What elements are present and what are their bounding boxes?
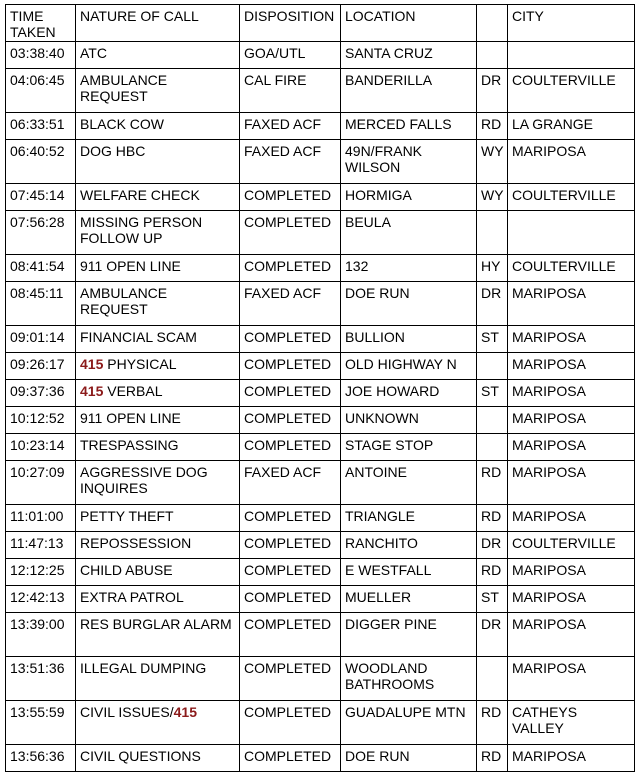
table-row xyxy=(6,586,635,613)
cell-time: 07:45:14 xyxy=(6,184,76,211)
cell-city: LA GRANGE xyxy=(508,113,635,140)
cell-time: 13:56:36 xyxy=(6,745,76,772)
cell-nature xyxy=(76,657,240,701)
table-row xyxy=(6,353,635,380)
cell-city: MARIPOSA xyxy=(508,140,635,184)
header-disposition: DISPOSITION xyxy=(240,5,341,42)
cell-nature xyxy=(76,113,240,140)
nature-text: BLACK COW xyxy=(80,116,165,132)
cell-location: 49N/FRANK WILSON xyxy=(341,140,477,184)
cell-location: BULLION xyxy=(341,326,477,353)
cell-location: SANTA CRUZ xyxy=(341,42,477,69)
table-row xyxy=(6,42,635,69)
cell-disposition: COMPLETED xyxy=(240,657,341,701)
table-row xyxy=(6,113,635,140)
cell-city: MARIPOSA xyxy=(508,282,635,326)
table-row xyxy=(6,140,635,184)
cell-suffix: RD xyxy=(477,559,508,586)
cell-location: RANCHITO xyxy=(341,532,477,559)
cell-nature xyxy=(76,434,240,461)
cell-nature xyxy=(76,532,240,559)
table-row xyxy=(6,184,635,211)
nature-text: AMBULANCE REQUEST xyxy=(80,285,168,317)
cell-nature xyxy=(76,282,240,326)
cell-nature xyxy=(76,140,240,184)
cell-time: 09:26:17 xyxy=(6,353,76,380)
cell-city: COULTERVILLE xyxy=(508,532,635,559)
cell-city: CATHEYS VALLEY xyxy=(508,701,635,745)
cell-disposition: COMPLETED xyxy=(240,434,341,461)
cell-nature xyxy=(76,745,240,772)
cell-time: 10:27:09 xyxy=(6,461,76,505)
header-suffix xyxy=(477,5,508,42)
cell-disposition: FAXED ACF xyxy=(240,113,341,140)
cell-city: MARIPOSA xyxy=(508,353,635,380)
cell-disposition: COMPLETED xyxy=(240,532,341,559)
cell-disposition: COMPLETED xyxy=(240,613,341,657)
table-row xyxy=(6,69,635,113)
nature-text: 911 OPEN LINE xyxy=(80,258,181,274)
cell-city xyxy=(508,42,635,69)
cell-nature xyxy=(76,69,240,113)
cell-time: 11:47:13 xyxy=(6,532,76,559)
nature-text: ATC xyxy=(80,45,107,61)
cell-time: 13:39:00 xyxy=(6,613,76,657)
cell-nature xyxy=(76,353,240,380)
cell-location: TRIANGLE xyxy=(341,505,477,532)
cell-time: 12:12:25 xyxy=(6,559,76,586)
cell-suffix: RD xyxy=(477,505,508,532)
table-row xyxy=(6,657,635,701)
table-row xyxy=(6,613,635,657)
nature-code: 415 xyxy=(80,383,104,399)
cell-nature xyxy=(76,461,240,505)
nature-text: RES BURGLAR ALARM xyxy=(80,616,232,632)
cell-time: 06:33:51 xyxy=(6,113,76,140)
cell-location: WOODLAND BATHROOMS xyxy=(341,657,477,701)
cell-location: JOE HOWARD xyxy=(341,380,477,407)
cell-disposition: COMPLETED xyxy=(240,255,341,282)
cell-nature xyxy=(76,211,240,255)
cell-disposition: COMPLETED xyxy=(240,586,341,613)
table-row xyxy=(6,701,635,745)
table-row xyxy=(6,255,635,282)
cell-suffix: RD xyxy=(477,745,508,772)
cell-location: UNKNOWN xyxy=(341,407,477,434)
cell-location: HORMIGA xyxy=(341,184,477,211)
cell-time: 10:23:14 xyxy=(6,434,76,461)
cell-disposition: FAXED ACF xyxy=(240,282,341,326)
cell-city: COULTERVILLE xyxy=(508,69,635,113)
table-row xyxy=(6,434,635,461)
header-time: TIME TAKEN xyxy=(6,5,76,42)
table-row xyxy=(6,380,635,407)
header-city: CITY xyxy=(508,5,635,42)
table-row xyxy=(6,559,635,586)
header-nature: NATURE OF CALL xyxy=(76,5,240,42)
cell-suffix xyxy=(477,407,508,434)
nature-code: 415 xyxy=(80,356,104,372)
cell-city: MARIPOSA xyxy=(508,657,635,701)
cell-disposition: COMPLETED xyxy=(240,353,341,380)
table-row xyxy=(6,211,635,255)
cell-location: ANTOINE xyxy=(341,461,477,505)
cell-location: E WESTFALL xyxy=(341,559,477,586)
cell-city xyxy=(508,211,635,255)
cell-time: 08:45:11 xyxy=(6,282,76,326)
cell-disposition: COMPLETED xyxy=(240,559,341,586)
cell-location: DIGGER PINE xyxy=(341,613,477,657)
cell-suffix: ST xyxy=(477,380,508,407)
cell-time: 10:12:52 xyxy=(6,407,76,434)
cell-suffix: DR xyxy=(477,532,508,559)
cell-nature xyxy=(76,326,240,353)
nature-text: PETTY THEFT xyxy=(80,508,174,524)
header-location: LOCATION xyxy=(341,5,477,42)
nature-text: MISSING PERSON FOLLOW UP xyxy=(80,214,203,246)
cell-location: DOE RUN xyxy=(341,745,477,772)
nature-rest: PHYSICAL xyxy=(103,356,177,372)
cell-disposition: FAXED ACF xyxy=(240,461,341,505)
table-row xyxy=(6,745,635,772)
cell-suffix: HY xyxy=(477,255,508,282)
cell-suffix: ST xyxy=(477,586,508,613)
cell-suffix: DR xyxy=(477,613,508,657)
nature-text: TRESPASSING xyxy=(80,437,179,453)
cell-city: MARIPOSA xyxy=(508,326,635,353)
cell-city: MARIPOSA xyxy=(508,745,635,772)
nature-text: ILLEGAL DUMPING xyxy=(80,660,207,676)
cell-city: MARIPOSA xyxy=(508,407,635,434)
cell-disposition: COMPLETED xyxy=(240,701,341,745)
nature-text: DOG HBC xyxy=(80,143,146,159)
cell-nature xyxy=(76,559,240,586)
cell-time: 12:42:13 xyxy=(6,586,76,613)
cell-suffix: RD xyxy=(477,461,508,505)
nature-text: CIVIL QUESTIONS xyxy=(80,748,201,764)
cell-location: DOE RUN xyxy=(341,282,477,326)
cell-nature xyxy=(76,380,240,407)
cell-nature xyxy=(76,42,240,69)
cell-suffix: RD xyxy=(477,113,508,140)
nature-text: REPOSSESSION xyxy=(80,535,192,551)
cell-location: BANDERILLA xyxy=(341,69,477,113)
cell-suffix: DR xyxy=(477,69,508,113)
cell-nature xyxy=(76,613,240,657)
cell-suffix xyxy=(477,42,508,69)
cell-suffix xyxy=(477,211,508,255)
cell-suffix xyxy=(477,434,508,461)
nature-code: 415 xyxy=(173,704,197,720)
cell-location: GUADALUPE MTN xyxy=(341,701,477,745)
header-row xyxy=(6,5,635,42)
cell-location: BEULA xyxy=(341,211,477,255)
table-row xyxy=(6,326,635,353)
cell-disposition: COMPLETED xyxy=(240,407,341,434)
cell-location: 132 xyxy=(341,255,477,282)
cell-city: MARIPOSA xyxy=(508,586,635,613)
cell-disposition: CAL FIRE xyxy=(240,69,341,113)
table-row xyxy=(6,407,635,434)
cell-suffix: RD xyxy=(477,701,508,745)
cell-time: 13:51:36 xyxy=(6,657,76,701)
table-row xyxy=(6,282,635,326)
cell-suffix: WY xyxy=(477,140,508,184)
cell-disposition: FAXED ACF xyxy=(240,140,341,184)
cell-city: MARIPOSA xyxy=(508,434,635,461)
nature-rest: VERBAL xyxy=(103,383,163,399)
nature-text: CIVIL ISSUES/ xyxy=(80,704,174,720)
cell-nature xyxy=(76,407,240,434)
cell-time: 06:40:52 xyxy=(6,140,76,184)
cell-city: COULTERVILLE xyxy=(508,255,635,282)
cell-city: MARIPOSA xyxy=(508,559,635,586)
cell-nature xyxy=(76,701,240,745)
cell-city: MARIPOSA xyxy=(508,613,635,657)
cell-time: 07:56:28 xyxy=(6,211,76,255)
cell-disposition: COMPLETED xyxy=(240,380,341,407)
cell-nature xyxy=(76,184,240,211)
nature-text: AMBULANCE REQUEST xyxy=(80,72,168,104)
nature-text: AGGRESSIVE DOG INQUIRES xyxy=(80,464,208,496)
cell-nature xyxy=(76,505,240,532)
cell-disposition: COMPLETED xyxy=(240,505,341,532)
cell-suffix: DR xyxy=(477,282,508,326)
nature-text: EXTRA PATROL xyxy=(80,589,184,605)
cell-disposition: GOA/UTL xyxy=(240,42,341,69)
cell-disposition: COMPLETED xyxy=(240,184,341,211)
nature-text: 911 OPEN LINE xyxy=(80,410,181,426)
cell-time: 09:37:36 xyxy=(6,380,76,407)
cell-time: 11:01:00 xyxy=(6,505,76,532)
table-row xyxy=(6,461,635,505)
cell-location: MUELLER xyxy=(341,586,477,613)
cell-time: 08:41:54 xyxy=(6,255,76,282)
cell-disposition: COMPLETED xyxy=(240,211,341,255)
cell-time: 03:38:40 xyxy=(6,42,76,69)
cell-disposition: COMPLETED xyxy=(240,326,341,353)
cell-disposition: COMPLETED xyxy=(240,745,341,772)
cell-suffix: ST xyxy=(477,326,508,353)
nature-text: CHILD ABUSE xyxy=(80,562,173,578)
cell-nature xyxy=(76,586,240,613)
call-log-table xyxy=(5,4,635,772)
cell-time: 09:01:14 xyxy=(6,326,76,353)
cell-suffix: WY xyxy=(477,184,508,211)
cell-suffix xyxy=(477,657,508,701)
cell-city: MARIPOSA xyxy=(508,461,635,505)
cell-location: MERCED FALLS xyxy=(341,113,477,140)
nature-text: FINANCIAL SCAM xyxy=(80,329,197,345)
cell-city: COULTERVILLE xyxy=(508,184,635,211)
cell-time: 04:06:45 xyxy=(6,69,76,113)
cell-location: OLD HIGHWAY N xyxy=(341,353,477,380)
cell-suffix xyxy=(477,353,508,380)
cell-location: STAGE STOP xyxy=(341,434,477,461)
cell-city: MARIPOSA xyxy=(508,505,635,532)
table-row xyxy=(6,532,635,559)
cell-nature xyxy=(76,255,240,282)
table-row xyxy=(6,505,635,532)
nature-text: WELFARE CHECK xyxy=(80,187,200,203)
cell-city: MARIPOSA xyxy=(508,380,635,407)
cell-time: 13:55:59 xyxy=(6,701,76,745)
